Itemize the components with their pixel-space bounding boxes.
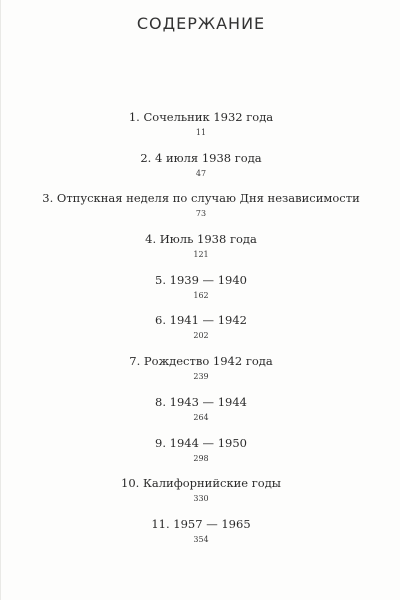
page-title: СОДЕРЖАНИЕ	[136, 14, 266, 33]
toc-entry-title: 11. 1957 — 1965	[151, 516, 251, 531]
toc-entry-title: 3. Отпускная неделя по случаю Дня независимости	[42, 191, 360, 206]
toc-entry	[1, 150, 400, 191]
toc-entry-page: 202	[193, 331, 209, 341]
toc-entry	[1, 435, 400, 476]
toc-entry-page: 121	[193, 250, 209, 260]
toc-entry-page: 162	[193, 290, 209, 300]
toc-entry	[1, 516, 400, 557]
toc-entry-page: 330	[193, 494, 209, 504]
toc-entry-page: 239	[193, 372, 209, 382]
toc-entry	[1, 272, 400, 313]
toc-entry-page: 11	[195, 128, 207, 137]
toc-entry-page: 73	[195, 209, 207, 219]
toc-entry-title: 2. 4 июля 1938 года	[140, 150, 262, 165]
toc-entry-title: 9. 1944 — 1950	[155, 435, 247, 450]
toc-entry	[1, 231, 400, 272]
toc-entry-title: 7. Рождество 1942 года	[129, 354, 273, 369]
toc-entry-page: 47	[195, 168, 207, 178]
toc-entry-title: 10. Калифорнийские годы	[121, 476, 281, 491]
toc-entry-page: 298	[193, 453, 209, 463]
toc-entry-page: 264	[193, 412, 209, 422]
toc-entry-title: 8. 1943 — 1944	[155, 394, 247, 409]
toc-entry-title: 1. Сочельник 1932 года	[128, 110, 274, 124]
toc-entry-title: 6. 1941 — 1942	[155, 313, 247, 328]
toc-entry	[1, 353, 400, 394]
toc-entry	[1, 190, 400, 231]
toc-entry	[1, 475, 400, 516]
toc-entry	[1, 109, 400, 150]
toc-entry	[1, 312, 400, 353]
toc-list	[1, 109, 400, 557]
toc-entry-title: 5. 1939 — 1940	[155, 272, 247, 287]
toc-entry-page: 354	[193, 534, 209, 544]
toc-entry	[1, 394, 400, 435]
toc-entry-title: 4. Июль 1938 года	[145, 232, 257, 247]
